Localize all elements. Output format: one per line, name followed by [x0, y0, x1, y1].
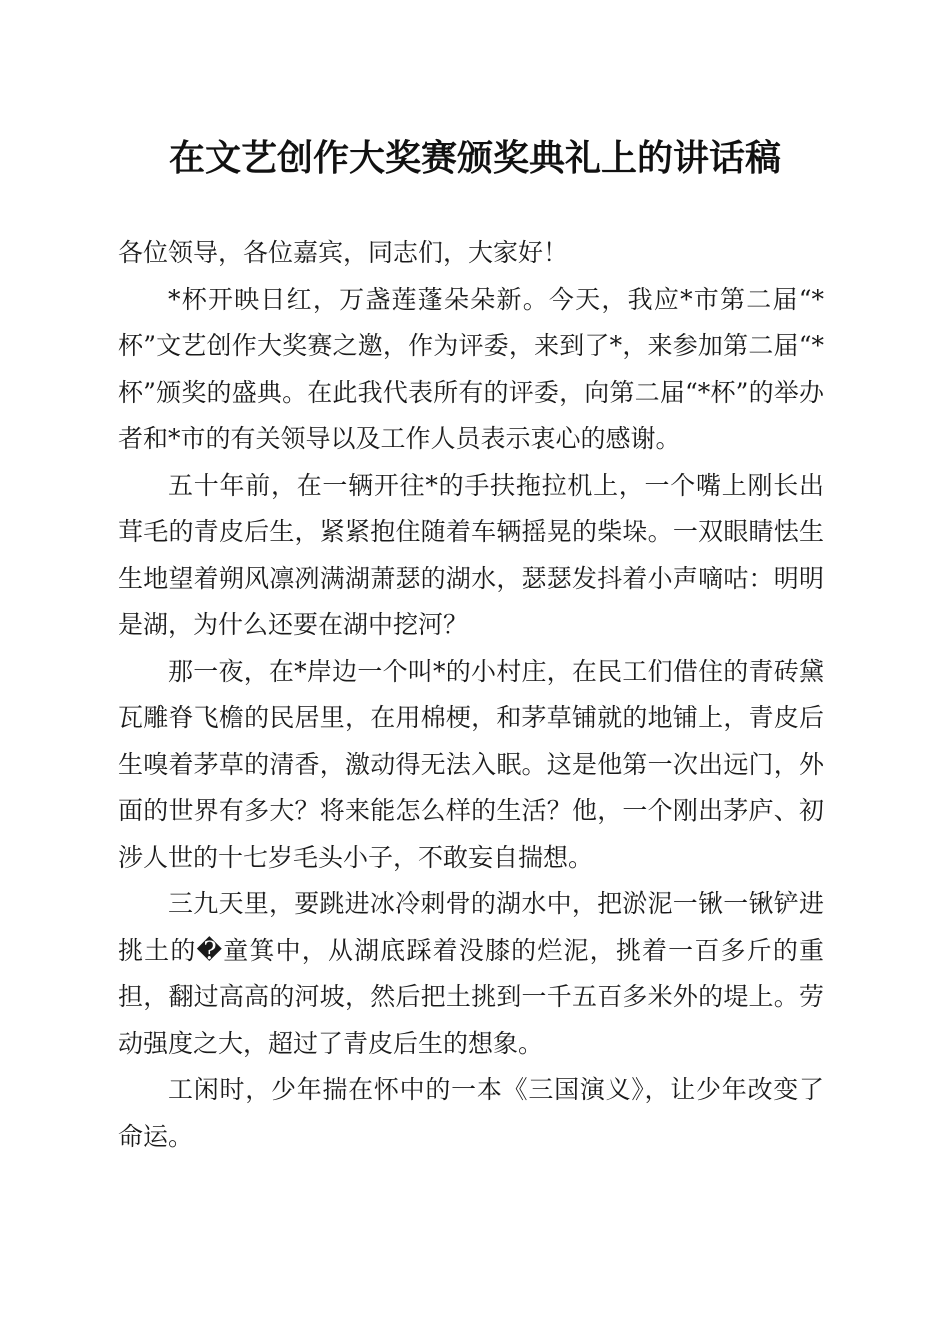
paragraph-3: 那一夜，在*岸边一个叫*的小村庄，在民工们借住的青砖黛瓦雕脊飞檐的民居里，在用棉梗，和茅草铺就的地铺上，青皮后生嗅着茅草的清香，激动得无法入眠。这是他第一次出远门，外面的世界有多大？将来能怎么样的生活？他，一个刚出茅庐、初涉人世的十七岁毛头小子，不敢妄自揣想。 — [118, 656, 824, 872]
document-title: 在文艺创作大奖赛颁奖典礼上的讲话稿 — [168, 137, 781, 179]
paragraph-1: *杯开映日红，万盏莲蓬朵朵新。今天，我应*市第二届“*杯”文艺创作大奖赛之邀，作为评委，来到了*，来参加第二届“*杯”颁奖的盛典。在此我代表所有的评委，向第二届“*杯”的举办者和*市的有关领导以及工作人员表示衷心的感谢。 — [118, 284, 824, 453]
salutation: 各位领导，各位嘉宾，同志们，大家好！ — [118, 238, 569, 267]
document-body — [118, 230, 824, 1160]
paragraph-4: 三九天里，要跳进冰冷刺骨的湖水中，把淤泥一锹一锹铲进挑土的�童箕中，从湖底踩着没膝的烂泥，挑着一百多斤的重担，翻过高高的河坡，然后把土挑到一千五百多米外的堤上。劳动强度之大，超过了青皮后生的想象。 — [118, 889, 824, 1058]
paragraph-2: 五十年前，在一辆开往*的手扶拖拉机上，一个嘴上刚长出茸毛的青皮后生，紧紧抱住随着车辆摇晃的柴垛。一双眼睛怯生生地望着朔风凛冽满湖萧瑟的湖水，瑟瑟发抖着小声嘀咕：明明是湖，为什么还要在湖中挖河？ — [118, 470, 824, 639]
paragraph-5: 工闲时，少年揣在怀中的一本《三国演义》，让少年改变了命运。 — [118, 1075, 824, 1151]
